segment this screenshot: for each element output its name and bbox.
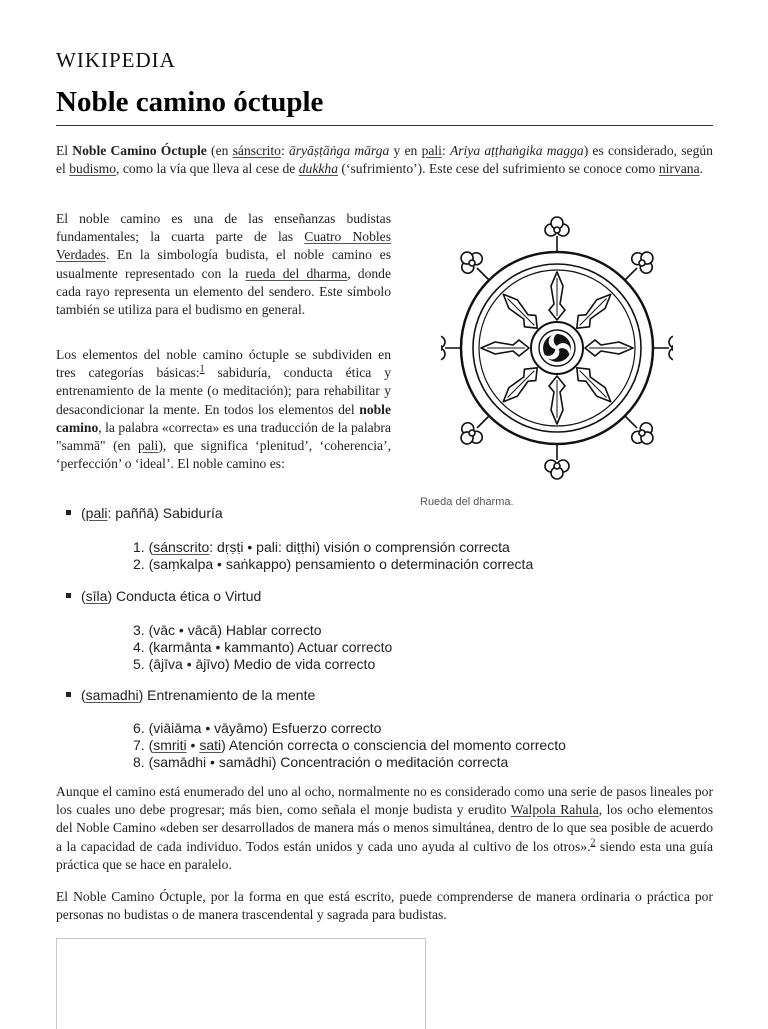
list-item-conducta-etica: (sīla) Conducta ética o Virtud	[66, 588, 261, 604]
link-pali[interactable]: pali	[421, 143, 442, 158]
paragraph-simultaneous: Aunque el camino está enumerado del uno al ocho, normalmente no es considerado como una serie de pasos lineales por los cuales uno debe progresar; más bien, como señala el monje budista y erudito Walpola Rahula, los ocho elementos del Noble Camino «deben ser desarrollados de manera más o menos simultánea, dentro de lo que sea posible de acuerdo a la capacidad de cada individuo. Todos están unidos y cada uno ayuda al cultivo de los otros».$^2$ siendo esta una guía práctica que se hace en paralelo.	[56, 784, 713, 872]
bullet-icon	[66, 692, 71, 697]
link-cuatro-nobles-verdades[interactable]: Cuatro Nobles Verdades	[56, 229, 391, 263]
dharma-wheel-image[interactable]	[441, 212, 673, 484]
paragraph-elements: Los elementos del noble camino óctuple se subdividen en tres categorías básicas:$^1$ sabiduría, conducta ética y entrenamiento de la mente (o meditación); para rehabilitar y desacondicionar la mente. En todos los elementos del noble camino, la palabra «correcta» es una traducción de la palabra "sammā" (en pali), que significa ‘plenitud’, ‘coherencia’, ‘perfección’ o ‘ideal’. El noble camino es:	[56, 347, 391, 472]
link-smriti[interactable]: smriti	[153, 737, 187, 753]
list-item: 8. (samādhi • samādhi) Concentración o meditación correcta	[133, 754, 509, 770]
link-walpola-rahula[interactable]: Walpola Rahula	[510, 802, 599, 818]
link-dukkha[interactable]: dukkha	[298, 161, 338, 177]
sublist-conducta-etica	[133, 622, 392, 673]
bullet-icon	[66, 593, 71, 598]
link-sati[interactable]: sati	[199, 737, 222, 753]
collapsed-box	[56, 938, 426, 1029]
list-item-entrenamiento-mente: (samadhi) Entrenamiento de la mente	[66, 687, 315, 703]
bold-term: Noble Camino Óctuple	[72, 143, 207, 158]
sublist-entrenamiento-mente	[133, 720, 566, 771]
link-rueda-del-dharma[interactable]: rueda del dharma	[245, 265, 348, 281]
list-item: 5. (ājīva • ājīvo) Medio de vida correcto	[133, 656, 376, 672]
intro-paragraph: El Noble Camino Óctuple (en sánscrito: āryāṣṭāṅga mārga y en pali: Ariya aṭṭhaṅgika magga) es considerado, según el budismo, como la vía que lleva al cese de dukkha (‘sufrimiento’). Este cese del sufrimiento se conoce como nirvana.	[56, 143, 713, 177]
reference-2[interactable]: 2	[590, 837, 596, 849]
link-sanscrito-2[interactable]: sánscrito	[153, 539, 210, 555]
link-sanscrito[interactable]: sánscrito	[232, 143, 281, 158]
list-item: 7. (smriti • sati) Atención correcta o consciencia del momento correcto	[133, 737, 566, 753]
page-title: Noble camino óctuple	[56, 86, 324, 118]
link-pali-2[interactable]: pali	[137, 438, 159, 454]
paragraph-ordinary-transcendental: El Noble Camino Óctuple, por la forma en que está escrito, puede comprenderse de manera ordinaria o práctica por personas no budistas o de manera trascendental y sagrada para budistas.	[56, 889, 713, 923]
list-item: 6. (viāiāma • vāyāmo) Esfuerzo correcto	[133, 720, 382, 736]
reference-1[interactable]: 1	[199, 363, 205, 375]
list-item-sabiduria: (pali: paññā) Sabiduría	[66, 505, 223, 521]
title-divider	[56, 125, 713, 126]
bullet-icon	[66, 510, 71, 515]
link-sila[interactable]: sīla	[85, 588, 108, 604]
list-item: 2. (saṃkalpa • saṅkappo) pensamiento o determinación correcta	[133, 556, 534, 572]
list-item: 3. (vāc • vācā) Hablar correcto	[133, 622, 322, 638]
link-budismo[interactable]: budismo	[69, 161, 117, 177]
list-item: 4. (karmānta • kammanto) Actuar correcto	[133, 639, 393, 655]
figure-caption: Rueda del dharma.	[420, 496, 514, 508]
sublist-sabiduria	[133, 539, 533, 573]
paragraph-noble-path: El noble camino es una de las enseñanzas budistas fundamentales; la cuarta parte de las Cuatro Nobles Verdades. En la simbología budista, el noble camino es usualmente representado con la rueda del dharma, donde cada rayo representa un elemento del sendero. Este símbolo también se utiliza para el budismo en general.	[56, 211, 391, 318]
link-samadhi[interactable]: samadhi	[85, 687, 139, 703]
list-item: 1. (sánscrito: dṛṣṭi • pali: diṭṭhi) visión o comprensión correcta	[133, 539, 510, 555]
wikipedia-logo[interactable]: WIKIPEDIA	[56, 48, 176, 72]
link-nirvana[interactable]: nirvana	[658, 161, 700, 177]
link-pali-3[interactable]: pali	[85, 505, 108, 521]
